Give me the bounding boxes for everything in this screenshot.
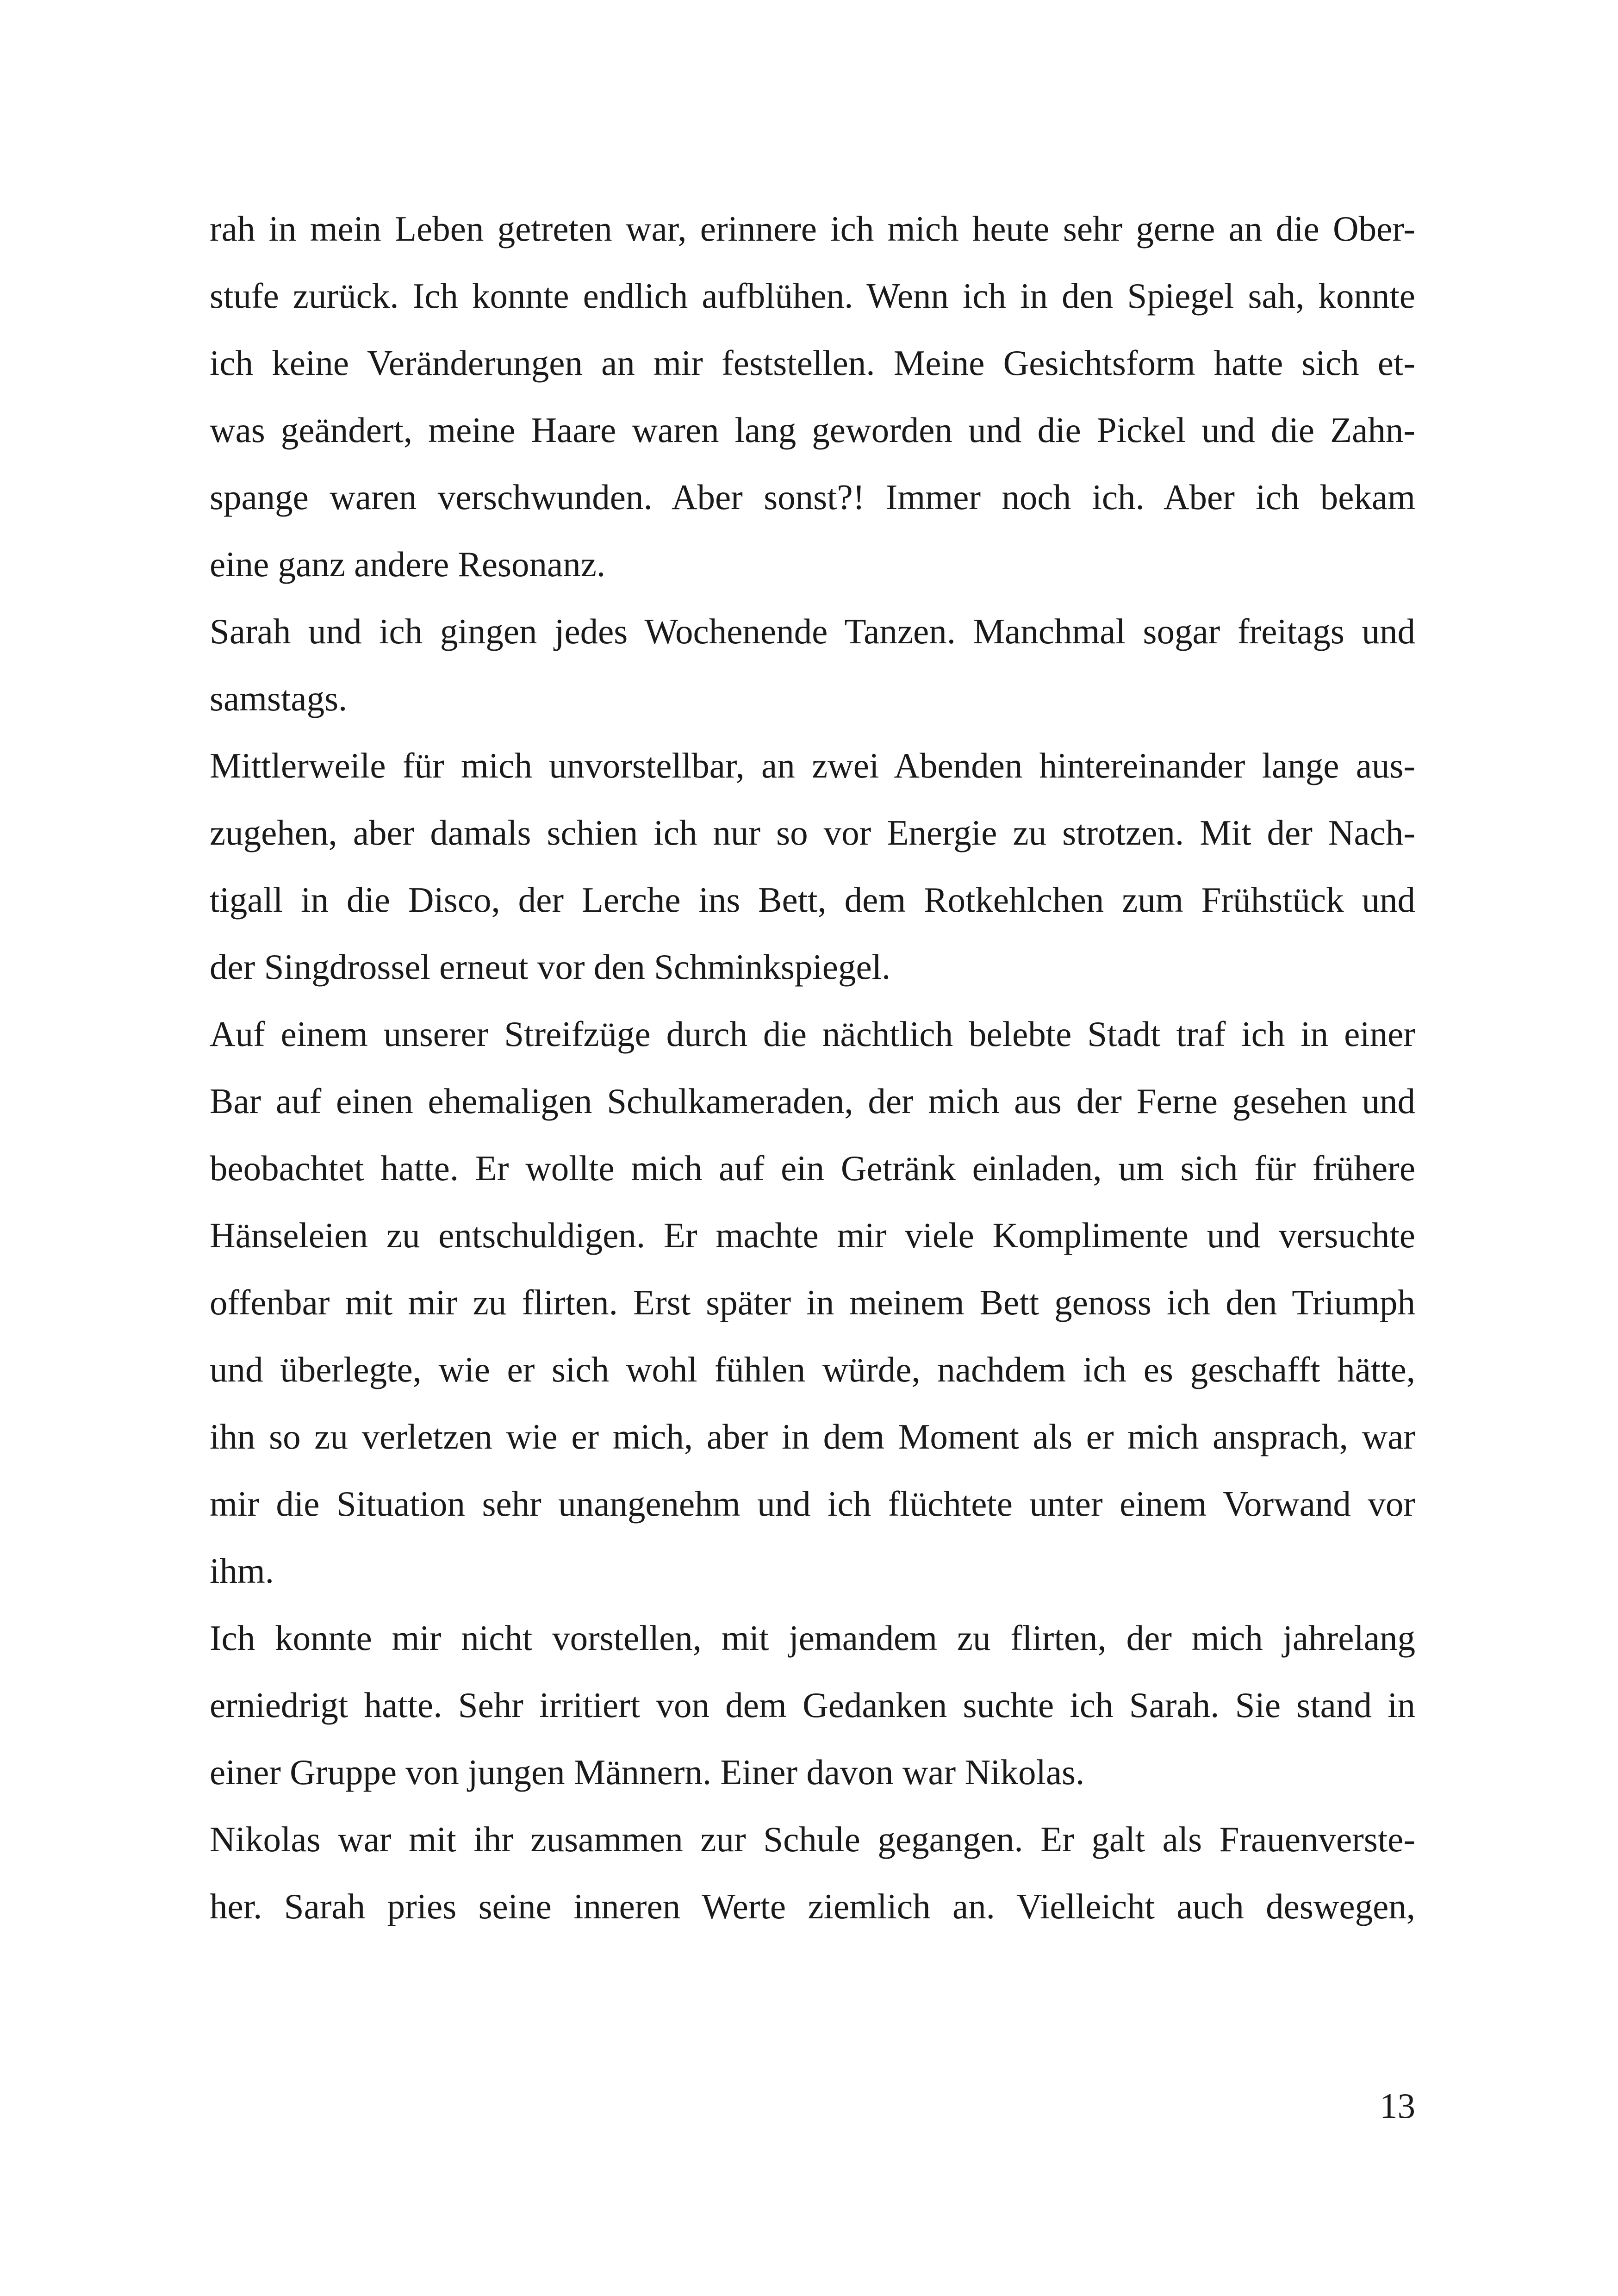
- text-line: ich keine Veränderungen an mir feststellen. Meine Gesichtsform hatte sich et-: [210, 343, 1415, 383]
- text-line: zugehen, aber damals schien ich nur so vor Energie zu strotzen. Mit der Nach-: [210, 813, 1415, 852]
- text-line: ihn so zu verletzen wie er mich, aber in dem Moment als er mich ansprach, war: [210, 1417, 1415, 1456]
- text-line: der Singdrossel erneut vor den Schminkspiegel.: [210, 947, 891, 987]
- text-line: Bar auf einen ehemaligen Schulkameraden, der mich aus der Ferne gesehen und: [210, 1081, 1415, 1121]
- text-line: samstags.: [210, 678, 348, 718]
- page-number: 13: [1380, 2086, 1415, 2126]
- text-line: Hänseleien zu entschuldigen. Er machte mir viele Komplimente und versuchte: [210, 1215, 1415, 1255]
- text-line: beobachtet hatte. Er wollte mich auf ein Getränk einladen, um sich für frühere: [210, 1148, 1415, 1188]
- text-line: rah in mein Leben getreten war, erinnere ich mich heute sehr gerne an die Ober-: [210, 209, 1415, 249]
- text-line: erniedrigt hatte. Sehr irritiert von dem Gedanken suchte ich Sarah. Sie stand in: [210, 1685, 1415, 1725]
- text-line: Auf einem unserer Streifzüge durch die nächtlich belebte Stadt traf ich in einer: [210, 1014, 1415, 1054]
- text-line: ihm.: [210, 1551, 274, 1591]
- text-line: her. Sarah pries seine inneren Werte ziemlich an. Vielleicht auch deswegen,: [210, 1886, 1415, 1926]
- text-line: einer Gruppe von jungen Männern. Einer davon war Nikolas.: [210, 1752, 1085, 1792]
- text-line: Nikolas war mit ihr zusammen zur Schule gegangen. Er galt als Frauenverste-: [210, 1819, 1415, 1859]
- body-text: [210, 195, 1415, 1940]
- text-line: stufe zurück. Ich konnte endlich aufblühen. Wenn ich in den Spiegel sah, konnte: [210, 276, 1415, 316]
- text-line: was geändert, meine Haare waren lang geworden und die Pickel und die Zahn-: [210, 410, 1415, 450]
- text-line: Sarah und ich gingen jedes Wochenende Tanzen. Manchmal sogar freitags und: [210, 611, 1415, 651]
- text-line: Ich konnte mir nicht vorstellen, mit jemandem zu flirten, der mich jahrelang: [210, 1618, 1415, 1658]
- text-line: offenbar mit mir zu flirten. Erst später in meinem Bett genoss ich den Triumph: [210, 1282, 1415, 1322]
- text-line: mir die Situation sehr unangenehm und ich flüchtete unter einem Vorwand vor: [210, 1484, 1415, 1524]
- text-line: und überlegte, wie er sich wohl fühlen würde, nachdem ich es geschafft hätte,: [210, 1350, 1415, 1389]
- text-line: spange waren verschwunden. Aber sonst?! Immer noch ich. Aber ich bekam: [210, 477, 1415, 517]
- text-line: tigall in die Disco, der Lerche ins Bett, dem Rotkehlchen zum Frühstück und: [210, 880, 1415, 920]
- text-line: Mittlerweile für mich unvorstellbar, an zwei Abenden hintereinander lange aus-: [210, 746, 1415, 785]
- text-line: eine ganz andere Resonanz.: [210, 544, 606, 584]
